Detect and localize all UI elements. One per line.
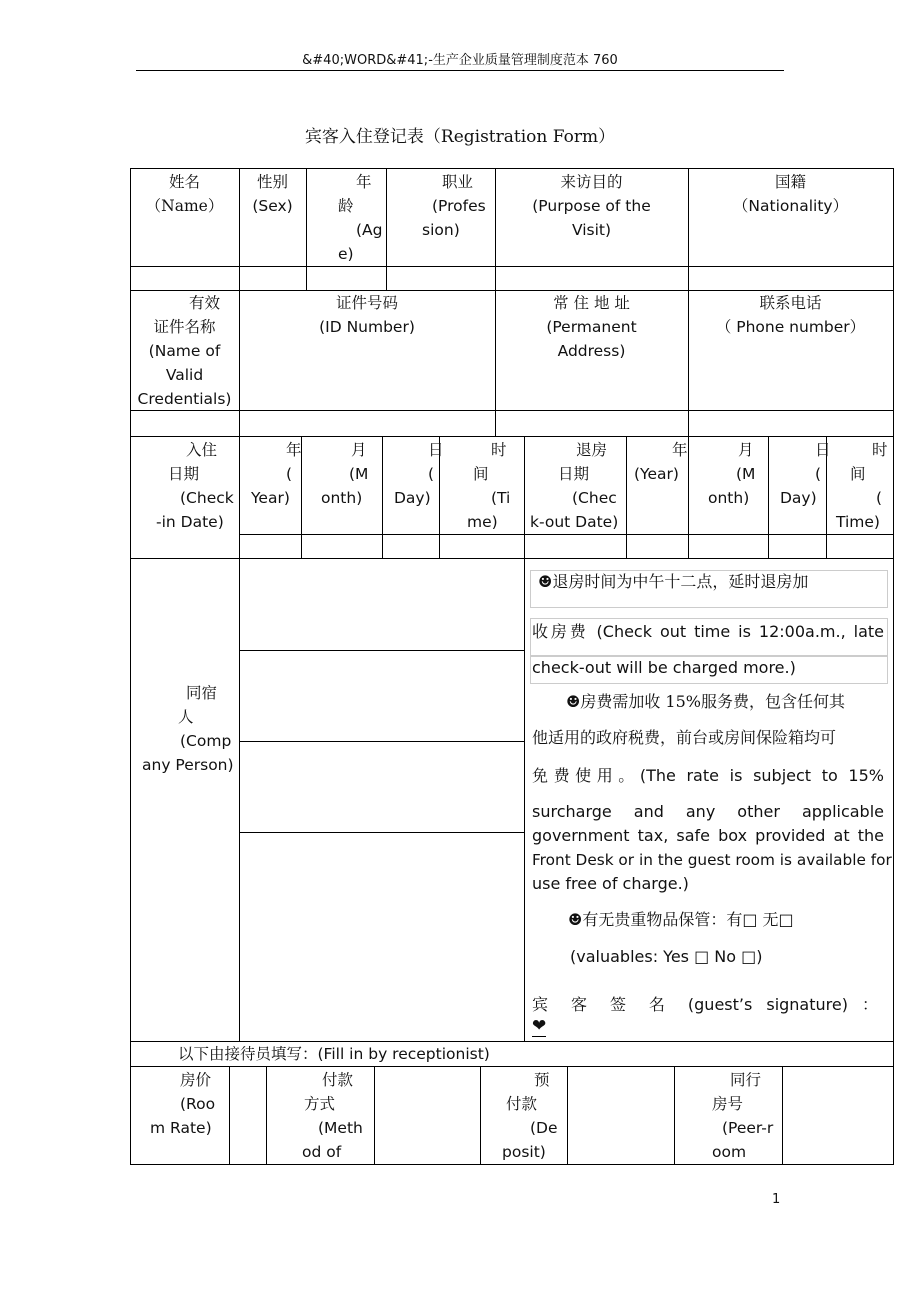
note-surcharge-6: Front Desk or in the guest room is available for	[532, 851, 892, 869]
out-day-label-3: Day)	[780, 489, 817, 507]
in-time-label-3: (Ti	[491, 489, 511, 507]
deposit-header	[480, 1068, 567, 1164]
note-surcharge-1: ☻房费需加收 15%服务费，包含任何其	[566, 692, 845, 711]
out-time-label-3: (	[876, 489, 883, 507]
name-label-en: （Name）	[145, 197, 224, 215]
checkin-year-header	[239, 438, 301, 510]
purpose-label-en-1: (Purpose of the	[532, 197, 651, 215]
checkout-label-4: k-out Date)	[530, 513, 619, 531]
note-surcharge-5: government tax, safe box provided at the	[532, 826, 884, 845]
deposit-label-4: posit)	[502, 1143, 546, 1161]
out-time-label-2: 间	[850, 465, 866, 483]
note-valuables-en: (valuables: Yes □ No □)	[570, 947, 763, 966]
checkout-label-2: 日期	[558, 465, 590, 483]
out-year-label-2: (Year)	[634, 465, 679, 483]
in-year-label-3: Year)	[251, 489, 290, 507]
payment-label-1: 付款	[322, 1071, 354, 1089]
receptionist-note: 以下由接待员填写：(Fill in by receptionist)	[178, 1045, 490, 1063]
deposit-label-1: 预	[534, 1071, 550, 1089]
peer-room-label-1: 同行	[730, 1071, 762, 1089]
checkout-day-header	[768, 438, 831, 510]
purpose-label-en-2: Visit)	[571, 221, 612, 239]
document-header: &#40;WORD&#41;-生产企业质量管理制度范本 760	[136, 52, 784, 71]
phone-header	[688, 291, 893, 339]
page-number: 1	[772, 1192, 781, 1207]
occupation-label-cn: 职业	[442, 173, 474, 191]
in-time-label-4: me)	[467, 513, 498, 531]
checkin-label-3: (Check	[180, 489, 234, 507]
checkout-year-header	[626, 438, 688, 486]
form-title: 宾客入住登记表（Registration Form）	[304, 127, 616, 147]
signature-label: 宾 客 签 名 (guest’s signature) ：	[532, 995, 878, 1014]
payment-label-3: (Meth	[318, 1119, 363, 1137]
note-checkout-cn: ☻退房时间为中午十二点，延时退房加	[538, 572, 809, 591]
nationality-header	[688, 170, 893, 218]
age-header	[306, 170, 386, 266]
id-number-label-cn: 证件号码	[335, 294, 398, 312]
checkin-label-2: 日期	[168, 465, 200, 483]
note-surcharge-2: 他适用的政府税费，前台或房间保险箱均可	[532, 728, 837, 747]
age-label-1: 年	[356, 173, 372, 191]
in-day-label-1: 日	[428, 441, 444, 459]
occupation-label-en-1: (Profes	[432, 197, 486, 215]
checkout-time-header	[826, 438, 893, 534]
checkout-label-1: 退房	[576, 441, 608, 459]
address-label-cn: 常 住 地 址	[553, 294, 630, 312]
peer-room-label-4: oom	[712, 1143, 747, 1161]
purpose-label-cn: 来访目的	[560, 173, 623, 191]
age-label-2: 龄	[338, 197, 354, 215]
companion-label-3: (Comp	[180, 732, 232, 750]
sex-label-cn: 性别	[256, 173, 288, 191]
peer-room-header	[674, 1068, 782, 1164]
note-surcharge-3: 免费使用。(The rate is subject to 15%	[532, 766, 884, 785]
phone-label-en: （ Phone number）	[715, 318, 866, 336]
out-time-label-4: Time)	[836, 513, 880, 531]
peer-room-label-3: (Peer-r	[722, 1119, 774, 1137]
deposit-label-3: (De	[530, 1119, 558, 1137]
in-year-label-1: 年	[286, 441, 302, 459]
id-number-header	[239, 291, 495, 339]
sex-header	[239, 170, 306, 218]
checkout-label-3: (Chec	[572, 489, 617, 507]
deposit-label-2: 付款	[506, 1095, 538, 1113]
note-surcharge-7: use free of charge.)	[532, 874, 689, 893]
credential-label-2: 证件名称	[153, 318, 216, 336]
credential-label-5: Credentials)	[137, 390, 232, 408]
out-month-label-1: 月	[738, 441, 754, 459]
companion-label-4: any Person)	[142, 756, 234, 774]
out-day-label-1: 日	[815, 441, 831, 459]
checkin-label-1: 入住	[186, 441, 218, 459]
checkin-time-header	[439, 438, 524, 534]
out-month-label-3: onth)	[708, 489, 750, 507]
name-label-cn: 姓名	[168, 173, 200, 191]
credential-header	[130, 291, 239, 411]
sex-label-en: (Sex)	[252, 197, 293, 215]
checkin-day-header	[382, 438, 444, 510]
occupation-header	[386, 170, 495, 242]
checkout-header	[524, 438, 626, 534]
phone-label-cn: 联系电话	[759, 294, 822, 312]
companion-header	[130, 681, 239, 777]
room-rate-label-3: m Rate)	[150, 1119, 212, 1137]
heart-icon: ❤	[532, 1016, 547, 1036]
out-month-label-2: (M	[736, 465, 756, 483]
room-rate-label-2: (Roo	[180, 1095, 216, 1113]
out-day-label-2: (	[815, 465, 822, 483]
credential-label-1: 有效	[188, 294, 220, 312]
name-header	[130, 170, 239, 218]
note-surcharge-4: surcharge and any other applicable	[532, 802, 884, 821]
age-label-3: (Ag	[356, 221, 383, 239]
payment-header	[266, 1068, 374, 1164]
note-valuables-cn: ☻有无贵重物品保管：有□ 无□	[568, 910, 794, 929]
note-checkout-en-2: check-out will be charged more.)	[532, 658, 796, 677]
companion-label-2: 人	[178, 708, 194, 726]
address-header	[495, 291, 688, 363]
checkout-month-header	[688, 438, 768, 510]
purpose-header	[495, 170, 688, 242]
checkin-label-4: -in Date)	[156, 513, 224, 531]
room-rate-label-1: 房价	[180, 1071, 212, 1089]
id-number-label-en: (ID Number)	[319, 318, 415, 336]
checkin-header	[130, 438, 239, 534]
in-month-label-3: onth)	[321, 489, 363, 507]
age-label-4: e)	[338, 245, 354, 263]
out-year-label-1: 年	[672, 441, 688, 459]
in-day-label-3: Day)	[394, 489, 431, 507]
in-month-label-1: 月	[351, 441, 367, 459]
credential-label-3: (Name of	[148, 342, 221, 360]
in-day-label-2: (	[428, 465, 435, 483]
checkin-month-header	[301, 438, 382, 510]
address-label-en-1: (Permanent	[546, 318, 637, 336]
nationality-label-cn: 国籍	[774, 173, 806, 191]
nationality-label-en: （Nationality）	[732, 197, 849, 215]
in-time-label-2: 间	[473, 465, 489, 483]
payment-label-2: 方式	[304, 1095, 336, 1113]
address-label-en-2: Address)	[557, 342, 626, 360]
occupation-label-en-2: sion)	[422, 221, 460, 239]
peer-room-label-2: 房号	[712, 1095, 744, 1113]
note-checkout-en-1: 收房费 (Check out time is 12:00a.m., late	[532, 622, 884, 641]
in-year-label-2: (	[286, 465, 293, 483]
in-month-label-2: (M	[349, 465, 369, 483]
payment-label-4: od of	[302, 1143, 342, 1161]
out-time-label-1: 时	[872, 441, 888, 459]
credential-label-4: Valid	[165, 366, 204, 384]
in-time-label-1: 时	[491, 441, 507, 459]
room-rate-header	[130, 1068, 229, 1140]
companion-label-1: 同宿	[186, 684, 218, 702]
